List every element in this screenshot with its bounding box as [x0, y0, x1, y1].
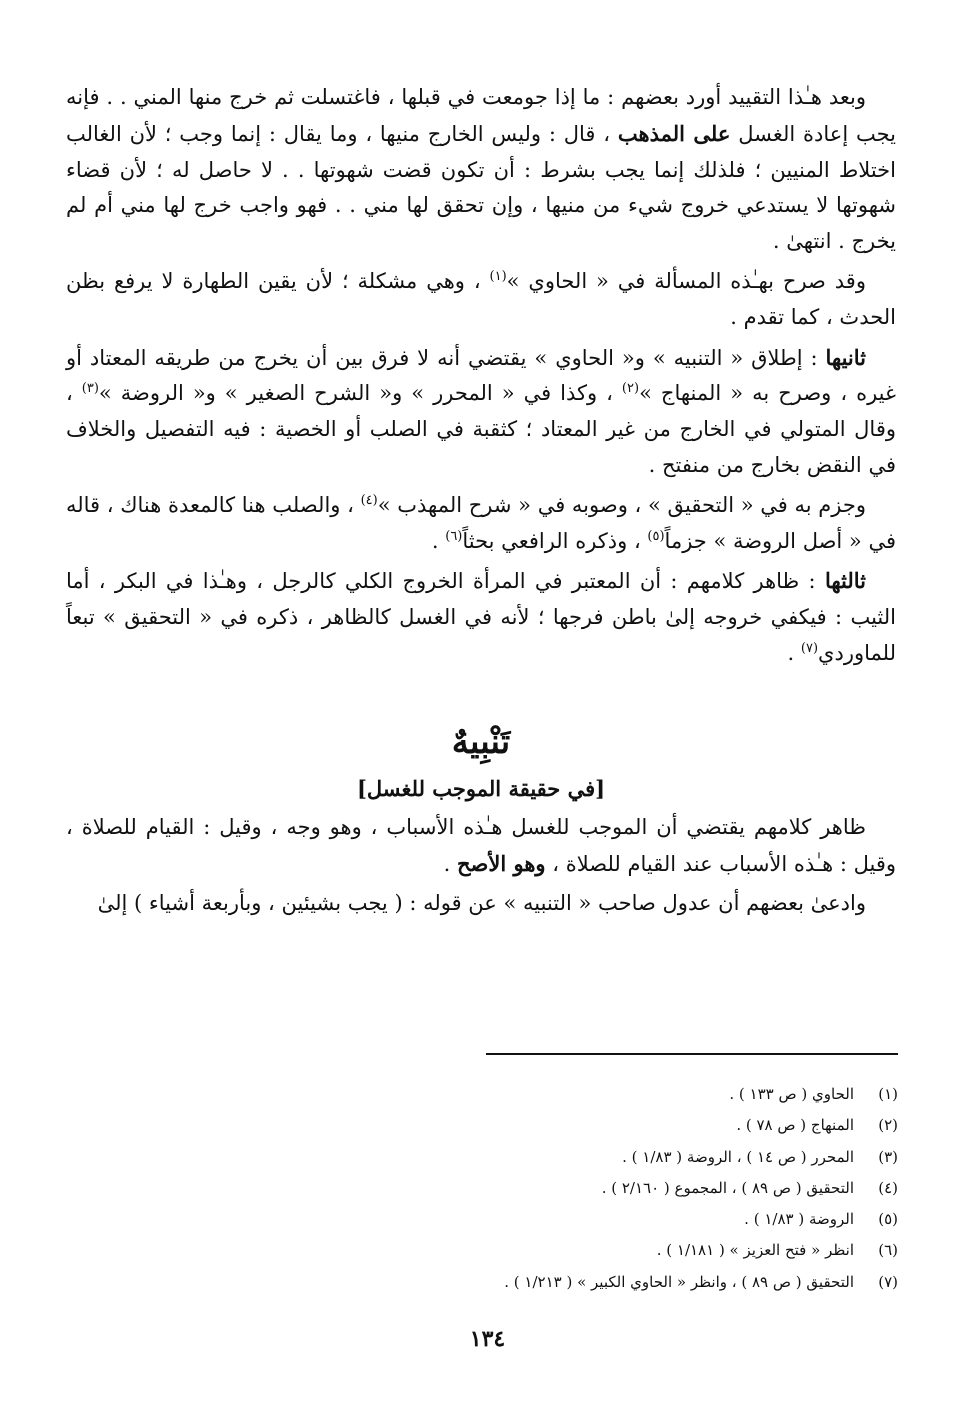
footnote — [300, 1204, 898, 1235]
footnote-ref: (٤) — [360, 492, 378, 508]
paragraph — [66, 563, 896, 671]
note-heading: تَنْبِيهٌ — [451, 721, 511, 762]
paragraph-lead: ثالثها — [824, 568, 866, 594]
bold-phrase: وهو الأصح — [457, 850, 546, 876]
footnote-divider — [486, 1053, 898, 1055]
page-number: ١٣٤ — [469, 1326, 506, 1352]
text-run: ، والصلب هنا كالمعدة هناك ، قاله في « أصل الروضة » جزماً — [66, 492, 896, 553]
text-run: ، وقال المتولي في الخارج من غير المعتاد ؛ كثقبة في الصلب أو الخصية : فيه التفصيل والخلاف في النقض بخارج من منفتح . — [66, 381, 896, 477]
footnote — [300, 1142, 898, 1173]
text-run: . — [787, 640, 801, 665]
footnote-ref: (٦) — [445, 528, 463, 544]
footnote-ref: (٥) — [647, 528, 665, 544]
footnote-text: التحقيق ( ص ٨٩ ) ، وانظر « الحاوي الكبير » ( ١/٢١٣ ) . — [504, 1272, 854, 1291]
footnote-number: (٢) — [878, 1116, 898, 1135]
text-run: وجزم به في « التحقيق » ، وصوبه في « شرح المهذب » — [377, 492, 866, 517]
text-run: ، وهي مشكلة ؛ لأن يقين الطهارة لا يرفع بظن الحدث ، كما تقدم . — [66, 268, 896, 329]
text-run: ، وذكره الرافعي بحثاً — [462, 528, 648, 553]
text-run: . — [431, 528, 446, 553]
bold-phrase: على المذهب — [617, 120, 731, 146]
footnote-text: المحرر ( ص ١٤ ) ، الروضة ( ١/٨٣ ) . — [622, 1147, 854, 1166]
footnote — [300, 1235, 898, 1266]
footnote-ref: (٧) — [800, 640, 819, 656]
footnote — [300, 1110, 898, 1141]
paragraph — [66, 80, 896, 260]
footnote-number: (٣) — [878, 1147, 898, 1166]
footnote-number: (١) — [878, 1085, 898, 1103]
footnote-number: (٤) — [878, 1178, 898, 1197]
text-run: وبعد هـٰذا التقييد أورد بعضهم : ما إذا جومعت في قبلها ، فاغتسلت ثم خرج منها المني . . فإنه يجب إعادة الغسل — [66, 85, 897, 146]
footnote — [300, 1173, 898, 1204]
paragraph — [66, 340, 896, 484]
text-run: : ظاهر كلامهم : أن المعتبر في المرأة الخروج الكلي كالرجل ، وهـٰذا في البكر ، أما الثيب : فيكفي خروجه إلىٰ باطن فرجها ؛ لأنه في الغسل كالظاهر ، ذكره في « التحقيق » تبعاً للماوردي — [66, 569, 896, 665]
footnote-number: (٦) — [878, 1241, 898, 1260]
footnote-ref: (٣) — [81, 381, 99, 397]
footnote-number: (٧) — [878, 1272, 898, 1291]
text-run: وادعىٰ بعضهم أن عدول صاحب « التنبيه » عن قوله : ( يجب بشيئين ، وبأربعة أشياء ) إلىٰ — [97, 891, 866, 916]
note-paragraph — [66, 886, 896, 922]
footnote-ref: (٢) — [621, 381, 640, 397]
text-run: ، قال : وليس الخارج منيها ، وما يقال : إنما وجب ؛ لأن الغالب اختلاط المنيين ؛ فلذلك إنما يجب بشرط : أن تكون قضت شهوتها . . لا حاصل له ؛ لأن قضاء شهوتها لا يستدعي خروج شيء من منيها ، وإن تحقق لها مني . . فهو واجب خرج لها مني أم لم يخرج . انتهىٰ . — [66, 121, 896, 254]
footnote-number: (٥) — [878, 1210, 898, 1229]
paragraph — [66, 264, 896, 336]
text-run: : إطلاق « التنبيه » و« الحاوي » يقتضي أنه لا فرق بين أن يخرج من طريقه المعتاد أو غيره ، وصرح به « المنهاج » — [66, 345, 897, 406]
text-run: ، وكذا في « المحرر » و« الشرح الصغير » و« الروضة » — [98, 381, 622, 406]
main-text — [66, 80, 896, 922]
footnote-text: التحقيق ( ص ٨٩ ) ، المجموع ( ٢/١٦٠ ) . — [601, 1178, 854, 1197]
footnote-text: انظر « فتح العزيز » ( ١/١٨١ ) . — [656, 1241, 854, 1260]
note-paragraphs — [66, 810, 896, 922]
footnote-text: الروضة ( ١/٨٣ ) . — [744, 1210, 854, 1229]
text-run: . — [443, 851, 457, 876]
text-run: ظاهر كلامهم يقتضي أن الموجب للغسل هـٰذه الأسباب ، وهو وجه ، وقيل : القيام للصلاة ، وقيل : هـٰذه الأسباب عند القيام للصلاة ، — [66, 814, 896, 876]
footnote-text: الحاوي ( ص ١٣٣ ) . — [729, 1085, 854, 1103]
footnote-ref: (١) — [489, 268, 507, 284]
footnote — [300, 1079, 898, 1110]
footnote — [300, 1267, 898, 1298]
note-subheading: [في حقيقة الموجب للغسل] — [356, 775, 606, 801]
paragraph-lead: ثانيها — [825, 344, 866, 370]
paragraphs — [66, 80, 896, 672]
text-run: وقد صرح بهـٰذه المسألة في « الحاوي » — [506, 268, 866, 293]
footnote-text: المنهاج ( ص ٧٨ ) . — [736, 1116, 854, 1135]
paragraph — [66, 488, 896, 560]
footnotes — [300, 1079, 898, 1298]
note-paragraph — [66, 810, 896, 883]
